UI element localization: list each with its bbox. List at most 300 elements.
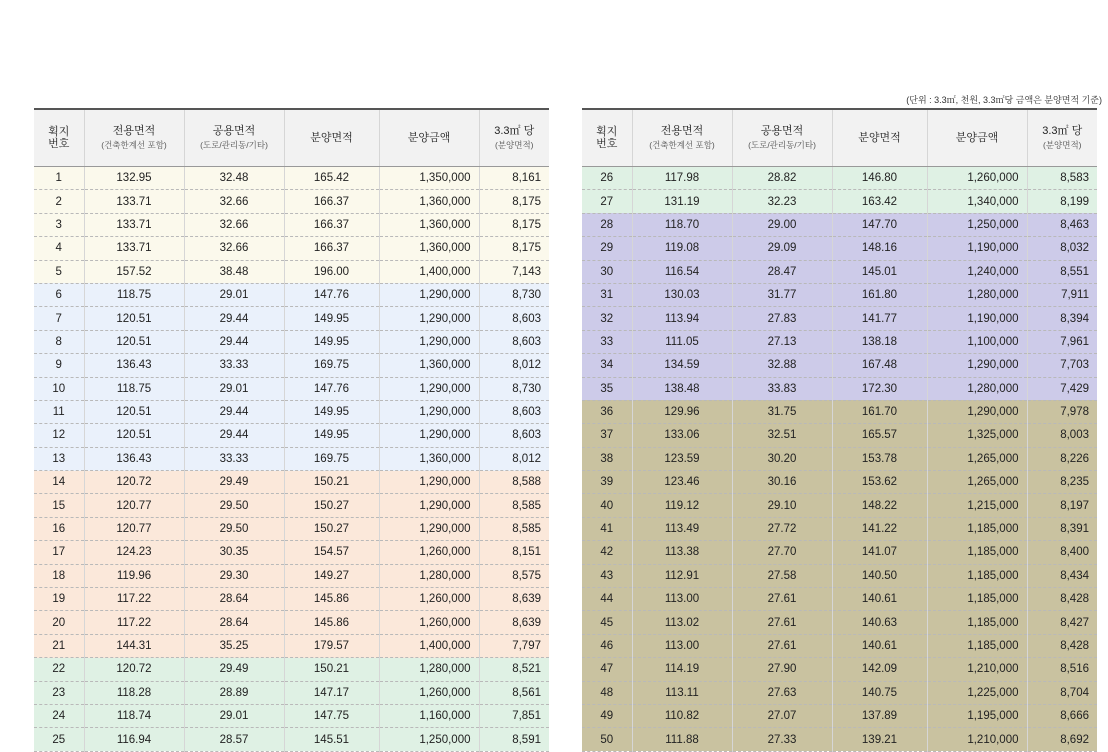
- cell-lot-no: 43: [582, 564, 632, 587]
- cell-per-unit: 8,197: [1027, 494, 1097, 517]
- cell-sale-area: 147.76: [284, 377, 379, 400]
- cell-lot-no: 3: [34, 213, 84, 236]
- cell-sale-area: 140.75: [832, 681, 927, 704]
- table-row: [582, 377, 1097, 400]
- table-row: [582, 541, 1097, 564]
- cell-lot-no: 13: [34, 447, 84, 470]
- cell-exclusive-area: 120.51: [84, 400, 184, 423]
- cell-exclusive-area: 118.75: [84, 283, 184, 306]
- cell-sale-price: 1,360,000: [379, 213, 479, 236]
- cell-lot-no: 28: [582, 213, 632, 236]
- cell-lot-no: 45: [582, 611, 632, 634]
- cell-sale-price: 1,240,000: [927, 260, 1027, 283]
- cell-sale-price: 1,250,000: [927, 213, 1027, 236]
- header-exclusive-area: 전용면적 (건축한계선 포함): [632, 109, 732, 167]
- cell-sale-area: 161.70: [832, 400, 927, 423]
- cell-sale-price: 1,260,000: [379, 611, 479, 634]
- cell-sale-area: 149.95: [284, 424, 379, 447]
- cell-lot-no: 49: [582, 704, 632, 727]
- cell-exclusive-area: 112.91: [632, 564, 732, 587]
- cell-common-area: 29.09: [732, 237, 832, 260]
- cell-per-unit: 7,851: [479, 704, 549, 727]
- cell-exclusive-area: 120.77: [84, 517, 184, 540]
- cell-lot-no: 16: [34, 517, 84, 540]
- cell-common-area: 35.25: [184, 634, 284, 657]
- cell-sale-area: 137.89: [832, 704, 927, 727]
- cell-exclusive-area: 117.22: [84, 611, 184, 634]
- table-row: [582, 213, 1097, 236]
- cell-sale-price: 1,350,000: [379, 167, 479, 190]
- cell-sale-price: 1,360,000: [379, 190, 479, 213]
- cell-exclusive-area: 130.03: [632, 283, 732, 306]
- cell-exclusive-area: 118.28: [84, 681, 184, 704]
- cell-sale-price: 1,290,000: [927, 400, 1027, 423]
- table-row: [34, 541, 549, 564]
- table-row: [34, 517, 549, 540]
- cell-lot-no: 31: [582, 283, 632, 306]
- cell-lot-no: 33: [582, 330, 632, 353]
- cell-sale-area: 172.30: [832, 377, 927, 400]
- cell-sale-price: 1,260,000: [927, 167, 1027, 190]
- cell-exclusive-area: 118.70: [632, 213, 732, 236]
- cell-sale-price: 1,210,000: [927, 658, 1027, 681]
- cell-common-area: 27.61: [732, 588, 832, 611]
- cell-sale-area: 150.27: [284, 494, 379, 517]
- cell-per-unit: 8,463: [1027, 213, 1097, 236]
- cell-per-unit: 8,175: [479, 213, 549, 236]
- table-row: [582, 237, 1097, 260]
- cell-sale-area: 196.00: [284, 260, 379, 283]
- cell-sale-area: 149.95: [284, 330, 379, 353]
- cell-per-unit: 8,235: [1027, 471, 1097, 494]
- cell-lot-no: 40: [582, 494, 632, 517]
- cell-per-unit: 8,591: [479, 728, 549, 751]
- cell-sale-area: 147.17: [284, 681, 379, 704]
- cell-sale-price: 1,265,000: [927, 471, 1027, 494]
- cell-lot-no: 12: [34, 424, 84, 447]
- table-row: [34, 447, 549, 470]
- table-row: [582, 588, 1097, 611]
- table-row: [34, 190, 549, 213]
- cell-exclusive-area: 111.88: [632, 728, 732, 751]
- cell-sale-price: 1,190,000: [927, 237, 1027, 260]
- cell-sale-area: 163.42: [832, 190, 927, 213]
- cell-sale-area: 139.21: [832, 728, 927, 751]
- cell-exclusive-area: 133.71: [84, 213, 184, 236]
- cell-lot-no: 1: [34, 167, 84, 190]
- cell-common-area: 29.49: [184, 658, 284, 681]
- cell-lot-no: 23: [34, 681, 84, 704]
- cell-sale-area: 179.57: [284, 634, 379, 657]
- cell-lot-no: 6: [34, 283, 84, 306]
- cell-per-unit: 7,961: [1027, 330, 1097, 353]
- cell-lot-no: 11: [34, 400, 84, 423]
- cell-common-area: 27.13: [732, 330, 832, 353]
- cell-per-unit: 8,666: [1027, 704, 1097, 727]
- cell-common-area: 29.49: [184, 471, 284, 494]
- cell-exclusive-area: 114.19: [632, 658, 732, 681]
- cell-common-area: 30.35: [184, 541, 284, 564]
- cell-common-area: 27.58: [732, 564, 832, 587]
- cell-sale-area: 149.27: [284, 564, 379, 587]
- cell-sale-price: 1,100,000: [927, 330, 1027, 353]
- cell-sale-price: 1,260,000: [379, 681, 479, 704]
- cell-exclusive-area: 123.59: [632, 447, 732, 470]
- cell-lot-no: 9: [34, 354, 84, 377]
- cell-common-area: 28.47: [732, 260, 832, 283]
- cell-sale-price: 1,290,000: [379, 424, 479, 447]
- cell-common-area: 29.44: [184, 330, 284, 353]
- cell-exclusive-area: 119.96: [84, 564, 184, 587]
- cell-lot-no: 39: [582, 471, 632, 494]
- cell-sale-area: 145.86: [284, 611, 379, 634]
- cell-sale-price: 1,340,000: [927, 190, 1027, 213]
- cell-sale-area: 140.61: [832, 588, 927, 611]
- cell-lot-no: 25: [34, 728, 84, 751]
- table-row: [582, 354, 1097, 377]
- cell-exclusive-area: 133.71: [84, 190, 184, 213]
- cell-sale-area: 141.07: [832, 541, 927, 564]
- cell-lot-no: 47: [582, 658, 632, 681]
- table-row: [34, 354, 549, 377]
- cell-sale-price: 1,400,000: [379, 260, 479, 283]
- cell-common-area: 27.07: [732, 704, 832, 727]
- table-row: [582, 400, 1097, 423]
- table-row: [582, 260, 1097, 283]
- cell-common-area: 32.66: [184, 213, 284, 236]
- cell-per-unit: 8,003: [1027, 424, 1097, 447]
- table-row: [34, 167, 549, 190]
- cell-exclusive-area: 118.74: [84, 704, 184, 727]
- cell-common-area: 27.70: [732, 541, 832, 564]
- cell-per-unit: 7,703: [1027, 354, 1097, 377]
- lot-table-right: [582, 108, 1097, 752]
- cell-lot-no: 26: [582, 167, 632, 190]
- table-row: [582, 494, 1097, 517]
- cell-exclusive-area: 113.38: [632, 541, 732, 564]
- cell-lot-no: 5: [34, 260, 84, 283]
- cell-sale-price: 1,160,000: [379, 704, 479, 727]
- cell-exclusive-area: 138.48: [632, 377, 732, 400]
- cell-sale-area: 142.09: [832, 658, 927, 681]
- cell-exclusive-area: 120.77: [84, 494, 184, 517]
- cell-lot-no: 21: [34, 634, 84, 657]
- cell-sale-price: 1,290,000: [379, 494, 479, 517]
- cell-lot-no: 29: [582, 237, 632, 260]
- cell-sale-price: 1,360,000: [379, 354, 479, 377]
- cell-common-area: 27.61: [732, 611, 832, 634]
- cell-sale-area: 167.48: [832, 354, 927, 377]
- table-row: [582, 283, 1097, 306]
- cell-sale-price: 1,185,000: [927, 611, 1027, 634]
- cell-per-unit: 8,434: [1027, 564, 1097, 587]
- cell-sale-price: 1,400,000: [379, 634, 479, 657]
- cell-common-area: 31.77: [732, 283, 832, 306]
- cell-sale-area: 166.37: [284, 213, 379, 236]
- table-row: [582, 634, 1097, 657]
- cell-common-area: 29.01: [184, 377, 284, 400]
- unit-note: (단위 : 3.3㎡, 천원, 3.3㎡당 금액은 분양면적 기준): [906, 95, 1102, 105]
- cell-sale-price: 1,290,000: [379, 307, 479, 330]
- cell-common-area: 30.20: [732, 447, 832, 470]
- cell-sale-area: 150.21: [284, 658, 379, 681]
- cell-exclusive-area: 120.72: [84, 658, 184, 681]
- cell-sale-area: 153.62: [832, 471, 927, 494]
- cell-per-unit: 8,551: [1027, 260, 1097, 283]
- cell-exclusive-area: 118.75: [84, 377, 184, 400]
- table-row: [582, 704, 1097, 727]
- cell-sale-price: 1,190,000: [927, 307, 1027, 330]
- cell-per-unit: 8,585: [479, 494, 549, 517]
- cell-per-unit: 8,583: [1027, 167, 1097, 190]
- table-body-left: [34, 167, 549, 752]
- cell-sale-price: 1,225,000: [927, 681, 1027, 704]
- table-row: [34, 634, 549, 657]
- header-sale-price: 분양금액: [379, 109, 479, 167]
- cell-common-area: 28.64: [184, 611, 284, 634]
- cell-sale-price: 1,290,000: [927, 354, 1027, 377]
- cell-sale-area: 147.70: [832, 213, 927, 236]
- cell-sale-price: 1,215,000: [927, 494, 1027, 517]
- cell-lot-no: 46: [582, 634, 632, 657]
- cell-lot-no: 37: [582, 424, 632, 447]
- cell-sale-price: 1,210,000: [927, 728, 1027, 751]
- table-row: [34, 283, 549, 306]
- table-row: [34, 471, 549, 494]
- cell-sale-price: 1,185,000: [927, 634, 1027, 657]
- cell-exclusive-area: 133.71: [84, 237, 184, 260]
- cell-exclusive-area: 120.51: [84, 424, 184, 447]
- cell-per-unit: 8,012: [479, 354, 549, 377]
- cell-lot-no: 36: [582, 400, 632, 423]
- cell-sale-area: 169.75: [284, 447, 379, 470]
- cell-sale-price: 1,360,000: [379, 447, 479, 470]
- cell-exclusive-area: 113.00: [632, 634, 732, 657]
- cell-exclusive-area: 119.08: [632, 237, 732, 260]
- cell-lot-no: 2: [34, 190, 84, 213]
- cell-lot-no: 20: [34, 611, 84, 634]
- cell-common-area: 29.44: [184, 307, 284, 330]
- cell-sale-area: 145.01: [832, 260, 927, 283]
- cell-per-unit: 8,603: [479, 330, 549, 353]
- cell-sale-area: 150.27: [284, 517, 379, 540]
- cell-per-unit: 8,394: [1027, 307, 1097, 330]
- table-header-row: [34, 109, 549, 167]
- table-row: [582, 658, 1097, 681]
- table-header-row: [582, 109, 1097, 167]
- table-row: [34, 611, 549, 634]
- cell-sale-area: 165.42: [284, 167, 379, 190]
- cell-per-unit: 7,429: [1027, 377, 1097, 400]
- cell-sale-price: 1,280,000: [379, 564, 479, 587]
- cell-sale-price: 1,280,000: [379, 658, 479, 681]
- table-row: [34, 307, 549, 330]
- cell-sale-price: 1,260,000: [379, 541, 479, 564]
- cell-common-area: 28.89: [184, 681, 284, 704]
- cell-lot-no: 27: [582, 190, 632, 213]
- cell-lot-no: 15: [34, 494, 84, 517]
- cell-common-area: 27.72: [732, 517, 832, 540]
- cell-per-unit: 8,730: [479, 377, 549, 400]
- table-row: [34, 564, 549, 587]
- cell-per-unit: 8,588: [479, 471, 549, 494]
- cell-sale-area: 138.18: [832, 330, 927, 353]
- cell-common-area: 33.33: [184, 354, 284, 377]
- cell-per-unit: 8,032: [1027, 237, 1097, 260]
- cell-common-area: 29.01: [184, 704, 284, 727]
- cell-lot-no: 8: [34, 330, 84, 353]
- cell-exclusive-area: 136.43: [84, 447, 184, 470]
- cell-common-area: 29.44: [184, 424, 284, 447]
- cell-sale-area: 141.77: [832, 307, 927, 330]
- header-lot-no: 획지 번호: [34, 109, 84, 167]
- cell-lot-no: 10: [34, 377, 84, 400]
- cell-sale-area: 140.63: [832, 611, 927, 634]
- cell-lot-no: 41: [582, 517, 632, 540]
- cell-per-unit: 8,428: [1027, 588, 1097, 611]
- cell-exclusive-area: 119.12: [632, 494, 732, 517]
- cell-exclusive-area: 134.59: [632, 354, 732, 377]
- cell-common-area: 30.16: [732, 471, 832, 494]
- cell-per-unit: 8,428: [1027, 634, 1097, 657]
- cell-per-unit: 8,639: [479, 588, 549, 611]
- table-row: [582, 330, 1097, 353]
- cell-per-unit: 8,704: [1027, 681, 1097, 704]
- table-row: [582, 564, 1097, 587]
- cell-sale-area: 140.61: [832, 634, 927, 657]
- cell-common-area: 32.88: [732, 354, 832, 377]
- cell-exclusive-area: 129.96: [632, 400, 732, 423]
- cell-sale-area: 166.37: [284, 190, 379, 213]
- table-row: [34, 588, 549, 611]
- cell-lot-no: 7: [34, 307, 84, 330]
- cell-lot-no: 34: [582, 354, 632, 377]
- table-row: [34, 377, 549, 400]
- cell-per-unit: 7,143: [479, 260, 549, 283]
- table-row: [34, 213, 549, 236]
- cell-sale-price: 1,280,000: [927, 283, 1027, 306]
- cell-common-area: 33.83: [732, 377, 832, 400]
- cell-common-area: 32.51: [732, 424, 832, 447]
- table-row: [582, 307, 1097, 330]
- cell-sale-area: 145.51: [284, 728, 379, 751]
- cell-exclusive-area: 113.94: [632, 307, 732, 330]
- table-row: [34, 260, 549, 283]
- cell-common-area: 38.48: [184, 260, 284, 283]
- cell-sale-price: 1,185,000: [927, 588, 1027, 611]
- header-per-unit: 3.3㎡ 당 (분양면적): [479, 109, 549, 167]
- header-common-area: 공용면적 (도로/관리동/기타): [732, 109, 832, 167]
- cell-exclusive-area: 117.98: [632, 167, 732, 190]
- cell-common-area: 29.50: [184, 517, 284, 540]
- cell-sale-price: 1,185,000: [927, 564, 1027, 587]
- cell-sale-price: 1,360,000: [379, 237, 479, 260]
- table-row: [34, 237, 549, 260]
- cell-sale-price: 1,185,000: [927, 541, 1027, 564]
- cell-exclusive-area: 116.94: [84, 728, 184, 751]
- cell-lot-no: 38: [582, 447, 632, 470]
- cell-per-unit: 8,575: [479, 564, 549, 587]
- cell-per-unit: 8,400: [1027, 541, 1097, 564]
- cell-per-unit: 8,175: [479, 237, 549, 260]
- cell-common-area: 29.10: [732, 494, 832, 517]
- table-row: [582, 190, 1097, 213]
- table-row: [582, 167, 1097, 190]
- table-row: [582, 447, 1097, 470]
- cell-sale-area: 154.57: [284, 541, 379, 564]
- table-row: [34, 681, 549, 704]
- cell-exclusive-area: 113.49: [632, 517, 732, 540]
- cell-exclusive-area: 120.51: [84, 330, 184, 353]
- cell-per-unit: 7,797: [479, 634, 549, 657]
- cell-common-area: 28.82: [732, 167, 832, 190]
- cell-common-area: 29.44: [184, 400, 284, 423]
- cell-lot-no: 50: [582, 728, 632, 751]
- table-row: [34, 704, 549, 727]
- table-row: [582, 611, 1097, 634]
- cell-exclusive-area: 131.19: [632, 190, 732, 213]
- header-lot-no: 획지 번호: [582, 109, 632, 167]
- cell-lot-no: 30: [582, 260, 632, 283]
- cell-lot-no: 14: [34, 471, 84, 494]
- cell-sale-area: 140.50: [832, 564, 927, 587]
- table-row: [34, 400, 549, 423]
- cell-sale-price: 1,325,000: [927, 424, 1027, 447]
- cell-sale-price: 1,195,000: [927, 704, 1027, 727]
- cell-per-unit: 8,427: [1027, 611, 1097, 634]
- cell-sale-area: 161.80: [832, 283, 927, 306]
- cell-exclusive-area: 120.51: [84, 307, 184, 330]
- cell-sale-price: 1,290,000: [379, 471, 479, 494]
- cell-lot-no: 24: [34, 704, 84, 727]
- cell-per-unit: 8,226: [1027, 447, 1097, 470]
- lot-table-left: [34, 108, 549, 752]
- cell-per-unit: 8,603: [479, 400, 549, 423]
- cell-exclusive-area: 110.82: [632, 704, 732, 727]
- cell-per-unit: 8,603: [479, 307, 549, 330]
- cell-sale-price: 1,290,000: [379, 377, 479, 400]
- cell-sale-price: 1,265,000: [927, 447, 1027, 470]
- cell-lot-no: 22: [34, 658, 84, 681]
- cell-exclusive-area: 113.11: [632, 681, 732, 704]
- cell-per-unit: 8,199: [1027, 190, 1097, 213]
- cell-lot-no: 32: [582, 307, 632, 330]
- cell-common-area: 27.90: [732, 658, 832, 681]
- cell-sale-area: 147.75: [284, 704, 379, 727]
- cell-common-area: 28.57: [184, 728, 284, 751]
- cell-exclusive-area: 132.95: [84, 167, 184, 190]
- cell-per-unit: 8,175: [479, 190, 549, 213]
- cell-common-area: 27.63: [732, 681, 832, 704]
- table-row: [582, 517, 1097, 540]
- cell-lot-no: 44: [582, 588, 632, 611]
- cell-exclusive-area: 124.23: [84, 541, 184, 564]
- cell-lot-no: 17: [34, 541, 84, 564]
- cell-per-unit: 7,911: [1027, 283, 1097, 306]
- cell-per-unit: 8,692: [1027, 728, 1097, 751]
- table-row: [582, 681, 1097, 704]
- cell-sale-price: 1,290,000: [379, 517, 479, 540]
- cell-sale-price: 1,250,000: [379, 728, 479, 751]
- header-sale-area: 분양면적: [832, 109, 927, 167]
- cell-sale-price: 1,185,000: [927, 517, 1027, 540]
- cell-sale-area: 145.86: [284, 588, 379, 611]
- cell-sale-area: 166.37: [284, 237, 379, 260]
- cell-sale-area: 165.57: [832, 424, 927, 447]
- cell-per-unit: 8,521: [479, 658, 549, 681]
- cell-per-unit: 8,516: [1027, 658, 1097, 681]
- cell-per-unit: 7,978: [1027, 400, 1097, 423]
